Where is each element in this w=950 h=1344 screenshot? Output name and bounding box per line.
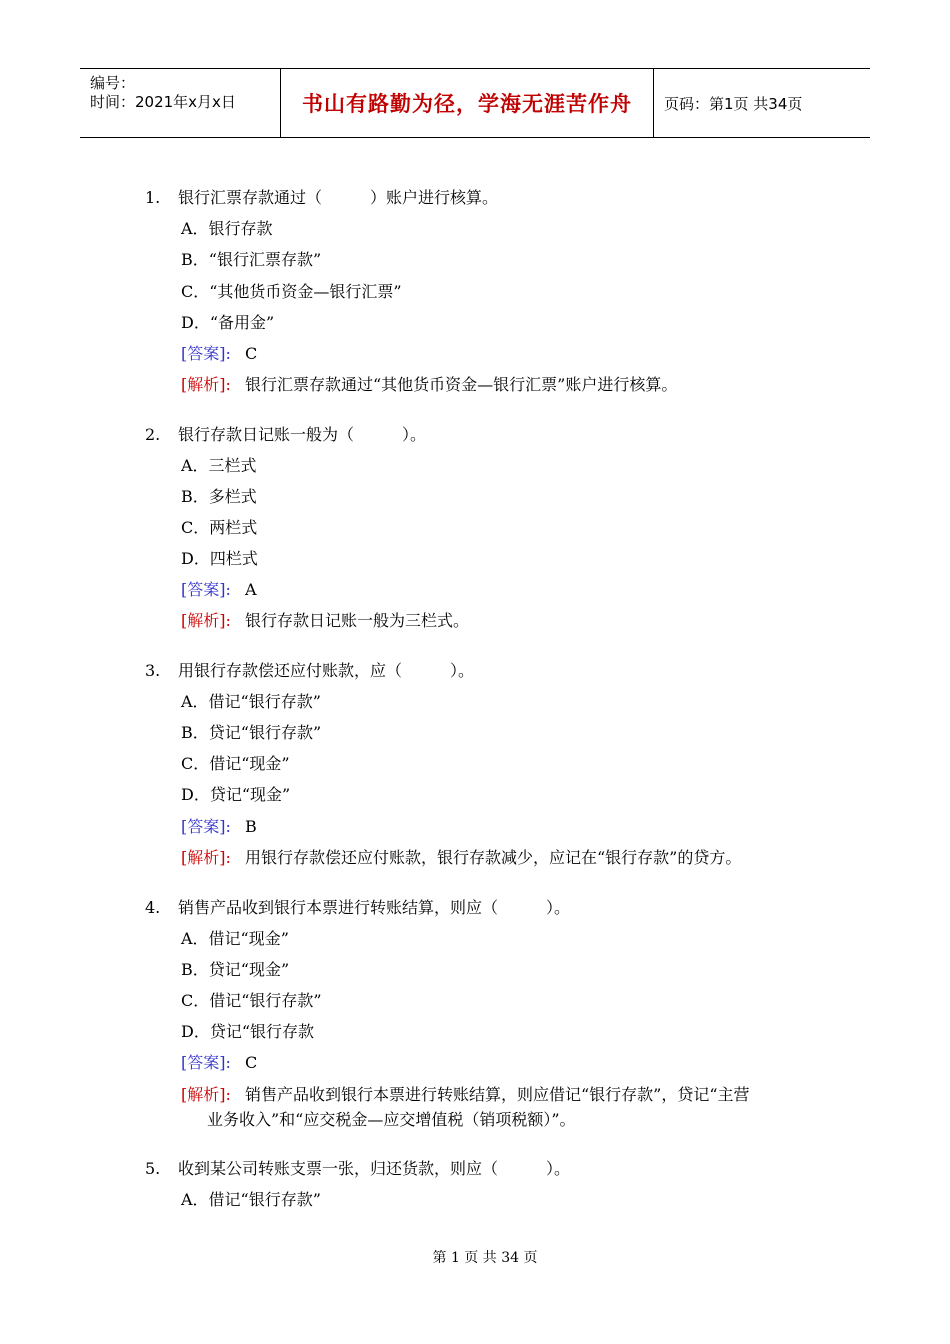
answer-line — [181, 814, 257, 837]
explanation-line — [181, 608, 469, 631]
question-text: 收到某公司转账支票一张，归还货款，则应（ ）。 — [178, 1159, 571, 1178]
option: D．四栏式 — [181, 549, 258, 568]
explanation-continuation: 业务收入”和“应交税金—应交增值税（销项税额）”。 — [207, 1110, 576, 1129]
option: C．借记“现金” — [181, 754, 290, 773]
explanation-label: [解析]: — [181, 848, 231, 867]
answer-value: C — [245, 344, 258, 363]
explanation-text: 银行汇票存款通过“其他货币资金—银行汇票”账户进行核算。 — [245, 375, 678, 394]
explanation-label: [解析]: — [181, 1085, 231, 1104]
answer-value: C — [245, 1053, 258, 1072]
question-number: 4. — [145, 898, 161, 917]
option: C．“其他货币资金—银行汇票” — [181, 282, 402, 301]
header-page-info: 页码：第1页 共34页 — [664, 94, 803, 113]
question-title — [145, 422, 426, 445]
page-header — [80, 68, 870, 138]
header-motto-cell — [281, 69, 654, 137]
answer-line — [181, 1050, 257, 1073]
question-text: 用银行存款偿还应付账款，应（ ）。 — [178, 661, 475, 680]
answer-line — [181, 577, 257, 600]
option: D．贷记“现金” — [181, 785, 291, 804]
document-number-label: 编号： — [90, 74, 136, 92]
question-title — [145, 1156, 570, 1179]
answer-value: B — [245, 817, 257, 836]
option: B．多栏式 — [181, 487, 257, 506]
option: B．贷记“银行存款” — [181, 723, 322, 742]
option: B．“银行汇票存款” — [181, 250, 322, 269]
header-motto: 书山有路勤为径，学海无涯苦作舟 — [302, 92, 632, 116]
question-title — [145, 895, 570, 918]
option: D．贷记“银行存款 — [181, 1022, 315, 1041]
option: A．借记“银行存款” — [181, 1190, 321, 1209]
question-text: 银行汇票存款通过（ ）账户进行核算。 — [178, 188, 499, 207]
header-page-cell — [654, 69, 870, 137]
answer-value: A — [245, 580, 257, 599]
explanation-text: 银行存款日记账一般为三栏式。 — [245, 611, 470, 630]
answer-label: [答案]: — [181, 1053, 231, 1072]
question-title — [145, 658, 474, 681]
explanation-line — [181, 372, 677, 395]
explanation-text: 销售产品收到银行本票进行转账结算，则应借记“银行存款”，贷记“主营 — [245, 1085, 750, 1104]
question-text: 销售产品收到银行本票进行转账结算，则应（ ）。 — [178, 898, 571, 917]
question-title — [145, 185, 498, 208]
explanation-line — [181, 1082, 750, 1105]
explanation-label: [解析]: — [181, 375, 231, 394]
question-number: 2. — [145, 425, 161, 444]
option: D．“备用金” — [181, 313, 275, 332]
explanation-label: [解析]: — [181, 611, 231, 630]
document-time-label: 时间：2021年x月x日 — [90, 93, 236, 111]
explanation-text: 用银行存款偿还应付账款，银行存款减少，应记在“银行存款”的贷方。 — [245, 848, 742, 867]
option: C．两栏式 — [181, 518, 258, 537]
answer-line — [181, 341, 257, 364]
question-number: 5. — [145, 1159, 161, 1178]
explanation-line — [181, 845, 741, 868]
question-number: 1. — [145, 188, 161, 207]
option: A．三栏式 — [181, 456, 257, 475]
option: A．借记“现金” — [181, 929, 289, 948]
header-meta — [80, 69, 281, 137]
answer-label: [答案]: — [181, 817, 231, 836]
question-text: 银行存款日记账一般为（ ）。 — [178, 425, 427, 444]
question-number: 3. — [145, 661, 161, 680]
page-footer: 第 1 页 共 34 页 — [432, 1250, 538, 1266]
option: A．借记“银行存款” — [181, 692, 321, 711]
option: B．贷记“现金” — [181, 960, 290, 979]
answer-label: [答案]: — [181, 344, 231, 363]
answer-label: [答案]: — [181, 580, 231, 599]
option: A．银行存款 — [181, 219, 273, 238]
option: C．借记“银行存款” — [181, 991, 322, 1010]
